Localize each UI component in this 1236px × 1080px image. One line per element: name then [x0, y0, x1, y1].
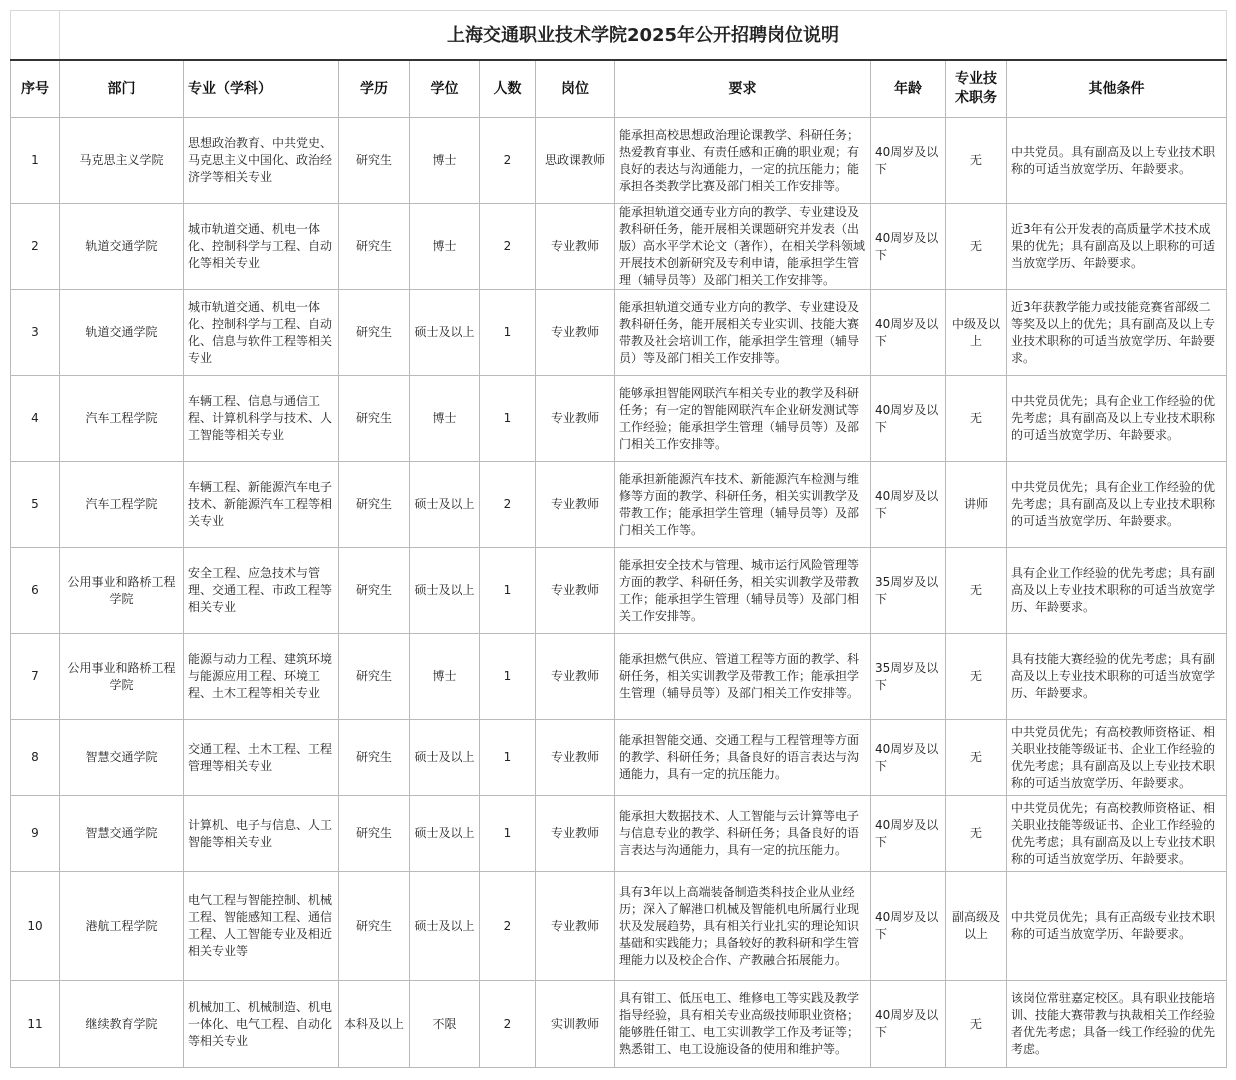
cell-major: 计算机、电子与信息、人工智能等相关专业	[184, 796, 339, 872]
header-row	[11, 60, 1227, 118]
cell-dept: 汽车工程学院	[60, 376, 184, 462]
cell-degree: 博士	[410, 634, 480, 720]
header-title: 专业技术职务	[946, 60, 1007, 118]
table-body	[11, 118, 1227, 1068]
cell-seq: 3	[11, 290, 60, 376]
cell-education: 研究生	[339, 720, 410, 796]
header-count: 人数	[480, 60, 536, 118]
cell-education: 本科及以上	[339, 981, 410, 1068]
cell-title: 无	[946, 118, 1007, 204]
cell-other: 中共党员优先；具有企业工作经验的优先考虑；具有副高及以上专业技术职称的可适当放宽学历、年龄要求。	[1007, 462, 1227, 548]
cell-seq: 5	[11, 462, 60, 548]
cell-major: 能源与动力工程、建筑环境与能源应用工程、环境工程、土木工程等相关专业	[184, 634, 339, 720]
cell-requirements: 能承担轨道交通专业方向的教学、专业建设及教科研任务，能开展相关专业实训、技能大赛带教及社会培训工作，能承担学生管理（辅导员）等及部门相关工作安排等。	[615, 290, 871, 376]
cell-seq: 2	[11, 204, 60, 290]
cell-degree: 硕士及以上	[410, 796, 480, 872]
cell-age: 40周岁及以下	[871, 872, 946, 981]
cell-major: 安全工程、应急技术与管理、交通工程、市政工程等相关专业	[184, 548, 339, 634]
cell-dept: 继续教育学院	[60, 981, 184, 1068]
cell-count: 2	[480, 204, 536, 290]
cell-dept: 公用事业和路桥工程学院	[60, 634, 184, 720]
cell-position: 专业教师	[536, 548, 615, 634]
cell-age: 35周岁及以下	[871, 548, 946, 634]
cell-dept: 智慧交通学院	[60, 796, 184, 872]
cell-title: 无	[946, 981, 1007, 1068]
cell-degree: 不限	[410, 981, 480, 1068]
cell-position: 专业教师	[536, 290, 615, 376]
cell-position: 专业教师	[536, 462, 615, 548]
cell-count: 1	[480, 376, 536, 462]
header-education: 学历	[339, 60, 410, 118]
page-title: 上海交通职业技术学院2025年公开招聘岗位说明	[60, 11, 1227, 61]
table-row	[11, 872, 1227, 981]
header-position: 岗位	[536, 60, 615, 118]
cell-dept: 马克思主义学院	[60, 118, 184, 204]
cell-degree: 硕士及以上	[410, 548, 480, 634]
cell-title: 无	[946, 720, 1007, 796]
cell-age: 40周岁及以下	[871, 290, 946, 376]
cell-other: 具有企业工作经验的优先考虑；具有副高及以上专业技术职称的可适当放宽学历、年龄要求。	[1007, 548, 1227, 634]
cell-title: 无	[946, 376, 1007, 462]
title-row	[11, 11, 1227, 61]
cell-education: 研究生	[339, 290, 410, 376]
cell-seq: 4	[11, 376, 60, 462]
cell-major: 电气工程与智能控制、机械工程、智能感知工程、通信工程、人工智能专业及相近相关专业等	[184, 872, 339, 981]
cell-requirements: 能承担大数据技术、人工智能与云计算等电子与信息专业的教学、科研任务；具备良好的语言表达与沟通能力，具有一定的抗压能力。	[615, 796, 871, 872]
cell-count: 2	[480, 981, 536, 1068]
cell-title: 无	[946, 204, 1007, 290]
recruitment-sheet	[10, 10, 1226, 1068]
cell-major: 机械加工、机械制造、机电一体化、电气工程、自动化等相关专业	[184, 981, 339, 1068]
table-row	[11, 796, 1227, 872]
header-seq: 序号	[11, 60, 60, 118]
cell-education: 研究生	[339, 872, 410, 981]
cell-other: 近3年获教学能力或技能竞赛省部级二等奖及以上的优先；具有副高及以上专业技术职称的可适当放宽学历、年龄要求。	[1007, 290, 1227, 376]
positions-table	[10, 10, 1227, 1068]
table-row	[11, 720, 1227, 796]
cell-dept: 智慧交通学院	[60, 720, 184, 796]
cell-major: 车辆工程、信息与通信工程、计算机科学与技术、人工智能等相关专业	[184, 376, 339, 462]
cell-dept: 轨道交通学院	[60, 290, 184, 376]
cell-education: 研究生	[339, 634, 410, 720]
cell-age: 40周岁及以下	[871, 720, 946, 796]
cell-degree: 硕士及以上	[410, 290, 480, 376]
table-row	[11, 376, 1227, 462]
cell-degree: 硕士及以上	[410, 872, 480, 981]
cell-requirements: 能承担高校思想政治理论课教学、科研任务；热爱教育事业、有责任感和正确的职业观；有良好的表达与沟通能力，一定的抗压能力；能承担各类教学比赛及部门相关工作安排等。	[615, 118, 871, 204]
cell-other: 中共党员优先；具有正高级专业技术职称的可适当放宽学历、年龄要求。	[1007, 872, 1227, 981]
cell-seq: 1	[11, 118, 60, 204]
cell-count: 1	[480, 720, 536, 796]
cell-seq: 11	[11, 981, 60, 1068]
cell-seq: 10	[11, 872, 60, 981]
cell-education: 研究生	[339, 462, 410, 548]
cell-age: 40周岁及以下	[871, 796, 946, 872]
cell-requirements: 具有3年以上高端装备制造类科技企业从业经历；深入了解港口机械及智能机电所属行业现状及发展趋势，具有相关行业扎实的理论知识基础和实践能力；具备较好的教科研和学生管理能力以及校企合作、产教融合拓展能力。	[615, 872, 871, 981]
cell-major: 交通工程、土木工程、工程管理等相关专业	[184, 720, 339, 796]
cell-age: 40周岁及以下	[871, 462, 946, 548]
cell-count: 1	[480, 796, 536, 872]
cell-other: 中共党员优先；有高校教师资格证、相关职业技能等级证书、企业工作经验的优先考虑；具有副高及以上专业技术职称的可适当放宽学历、年龄要求。	[1007, 720, 1227, 796]
cell-education: 研究生	[339, 204, 410, 290]
cell-position: 思政课教师	[536, 118, 615, 204]
cell-other: 具有技能大赛经验的优先考虑；具有副高及以上专业技术职称的可适当放宽学历、年龄要求。	[1007, 634, 1227, 720]
cell-position: 专业教师	[536, 796, 615, 872]
cell-position: 专业教师	[536, 720, 615, 796]
cell-position: 专业教师	[536, 634, 615, 720]
cell-dept: 轨道交通学院	[60, 204, 184, 290]
cell-education: 研究生	[339, 548, 410, 634]
cell-requirements: 具有钳工、低压电工、维修电工等实践及教学指导经验，具有相关专业高级技师职业资格；能够胜任钳工、电工实训教学工作及考证等；熟悉钳工、电工设施设备的使用和维护等。	[615, 981, 871, 1068]
table-row	[11, 548, 1227, 634]
cell-seq: 9	[11, 796, 60, 872]
table-row	[11, 204, 1227, 290]
cell-age: 40周岁及以下	[871, 204, 946, 290]
cell-title: 讲师	[946, 462, 1007, 548]
cell-age: 40周岁及以下	[871, 981, 946, 1068]
cell-degree: 博士	[410, 204, 480, 290]
header-other: 其他条件	[1007, 60, 1227, 118]
table-row	[11, 634, 1227, 720]
cell-title: 无	[946, 548, 1007, 634]
cell-title: 无	[946, 796, 1007, 872]
cell-requirements: 能承担新能源汽车技术、新能源汽车检测与维修等方面的教学、科研任务，相关实训教学及带教工作；能承担学生管理（辅导员等）及部门相关工作等。	[615, 462, 871, 548]
cell-position: 专业教师	[536, 376, 615, 462]
cell-degree: 硕士及以上	[410, 720, 480, 796]
cell-degree: 博士	[410, 118, 480, 204]
cell-education: 研究生	[339, 796, 410, 872]
cell-count: 2	[480, 118, 536, 204]
cell-education: 研究生	[339, 118, 410, 204]
cell-dept: 港航工程学院	[60, 872, 184, 981]
cell-other: 中共党员优先；具有企业工作经验的优先考虑；具有副高及以上专业技术职称的可适当放宽学历、年龄要求。	[1007, 376, 1227, 462]
cell-requirements: 能够承担智能网联汽车相关专业的教学及科研任务；有一定的智能网联汽车企业研发测试等工作经验；能承担学生管理（辅导员等）及部门相关工作安排等。	[615, 376, 871, 462]
table-row	[11, 462, 1227, 548]
cell-seq: 7	[11, 634, 60, 720]
table-row	[11, 981, 1227, 1068]
header-age: 年龄	[871, 60, 946, 118]
cell-count: 2	[480, 872, 536, 981]
cell-major: 城市轨道交通、机电一体化、控制科学与工程、自动化、信息与软件工程等相关专业	[184, 290, 339, 376]
cell-position: 专业教师	[536, 204, 615, 290]
cell-education: 研究生	[339, 376, 410, 462]
cell-count: 1	[480, 548, 536, 634]
cell-other: 中共党员。具有副高及以上专业技术职称的可适当放宽学历、年龄要求。	[1007, 118, 1227, 204]
cell-other: 该岗位常驻嘉定校区。具有职业技能培训、技能大赛带教与执裁相关工作经验者优先考虑；具备一线工作经验的优先考虑。	[1007, 981, 1227, 1068]
cell-title: 副高级及以上	[946, 872, 1007, 981]
cell-count: 2	[480, 462, 536, 548]
cell-title: 无	[946, 634, 1007, 720]
cell-requirements: 能承担安全技术与管理、城市运行风险管理等方面的教学、科研任务，相关实训教学及带教工作；能承担学生管理（辅导员等）及部门相关工作安排等。	[615, 548, 871, 634]
cell-major: 思想政治教育、中共党史、马克思主义中国化、政治经济学等相关专业	[184, 118, 339, 204]
header-dept: 部门	[60, 60, 184, 118]
cell-seq: 8	[11, 720, 60, 796]
header-degree: 学位	[410, 60, 480, 118]
header-major: 专业（学科）	[184, 60, 339, 118]
cell-requirements: 能承担燃气供应、管道工程等方面的教学、科研任务，相关实训教学及带教工作；能承担学生管理（辅导员等）及部门相关工作安排等。	[615, 634, 871, 720]
cell-position: 实训教师	[536, 981, 615, 1068]
cell-other: 近3年有公开发表的高质量学术技术成果的优先；具有副高及以上职称的可适当放宽学历、年龄要求。	[1007, 204, 1227, 290]
cell-requirements: 能承担轨道交通专业方向的教学、专业建设及教科研任务，能开展相关课题研究并发表（出版）高水平学术论文（著作），在相关学科领域开展技术创新研究及专利申请，能承担学生管理（辅导员等）及部门相关工作安排等。	[615, 204, 871, 290]
cell-count: 1	[480, 290, 536, 376]
cell-age: 40周岁及以下	[871, 376, 946, 462]
cell-major: 车辆工程、新能源汽车电子技术、新能源汽车工程等相关专业	[184, 462, 339, 548]
cell-other: 中共党员优先；有高校教师资格证、相关职业技能等级证书、企业工作经验的优先考虑；具有副高及以上专业技术职称的可适当放宽学历、年龄要求。	[1007, 796, 1227, 872]
title-blank-cell	[11, 11, 60, 61]
cell-dept: 公用事业和路桥工程学院	[60, 548, 184, 634]
cell-requirements: 能承担智能交通、交通工程与工程管理等方面的教学、科研任务；具备良好的语言表达与沟通能力，具有一定的抗压能力。	[615, 720, 871, 796]
cell-count: 1	[480, 634, 536, 720]
cell-degree: 硕士及以上	[410, 462, 480, 548]
cell-age: 35周岁及以下	[871, 634, 946, 720]
cell-position: 专业教师	[536, 872, 615, 981]
cell-major: 城市轨道交通、机电一体化、控制科学与工程、自动化等相关专业	[184, 204, 339, 290]
cell-dept: 汽车工程学院	[60, 462, 184, 548]
table-row	[11, 118, 1227, 204]
header-requirements: 要求	[615, 60, 871, 118]
cell-age: 40周岁及以下	[871, 118, 946, 204]
cell-degree: 博士	[410, 376, 480, 462]
cell-seq: 6	[11, 548, 60, 634]
table-row	[11, 290, 1227, 376]
cell-title: 中级及以上	[946, 290, 1007, 376]
